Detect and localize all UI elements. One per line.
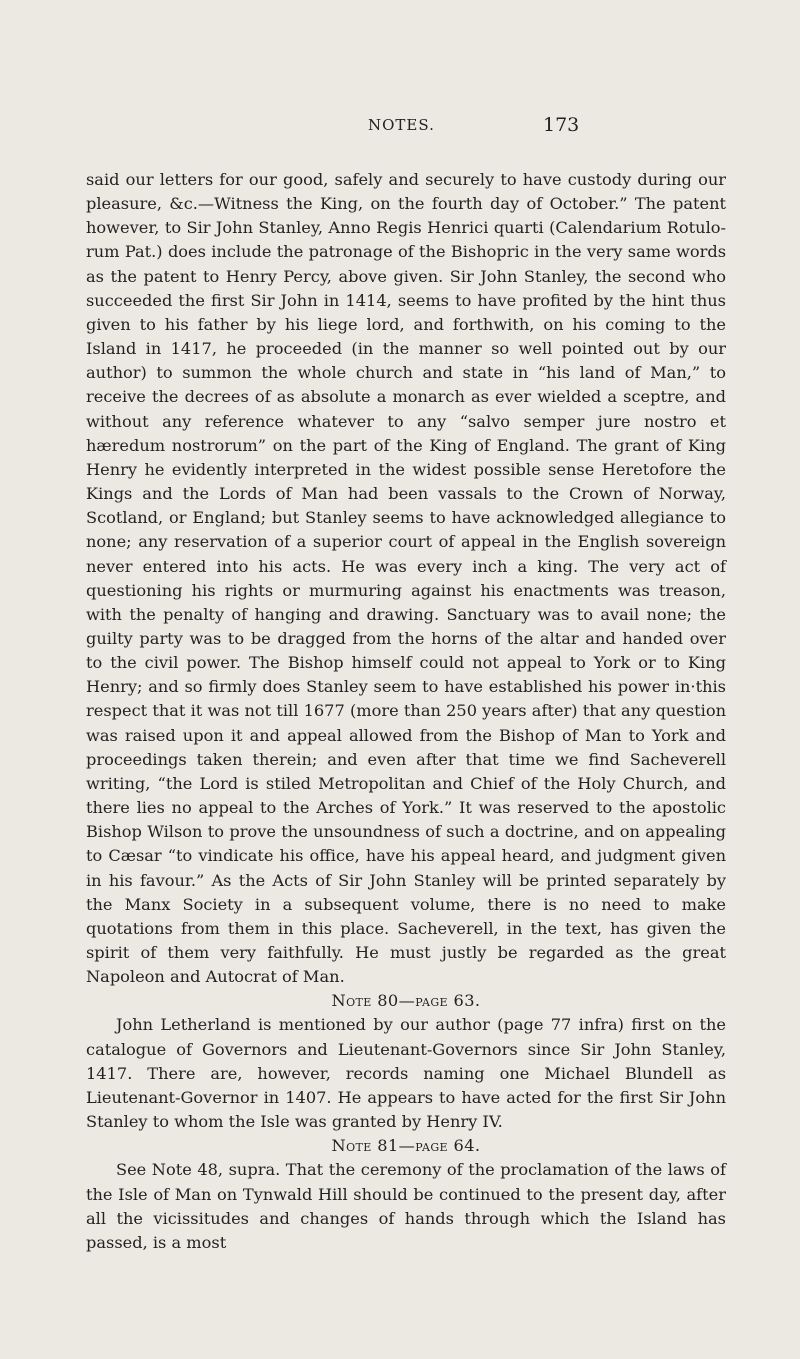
note-81-heading: Note 81—page 64.: [331, 1136, 481, 1156]
continued-paragraph: said our letters for our good, safely and securely to have custody during our pleasure, &c.—Witness the King, on the fourth day of October.” The patent however, to Sir John Stanley, Anno Regis Henrici quarti (Calendarium Rotulo-rum Pat.) does include the patronage of the Bishopric in the very same words as the patent to Henry Percy, above given. Sir John Stanley, the second who succeeded the first Sir John in 1414, seems to have profited by the hint thus given to his father by his liege lord, and forthwith, on his coming to the Island in 1417, he proceeded (in the manner so well pointed out by our author) to summon the whole church and state in “his land of Man,” to receive the decrees of as absolute a monarch as ever wielded a sceptre, and without any reference whatever to any “salvo semper jure nostro et hæredum nostrorum” on the part of the King of England. The grant of King Henry he evidently interpreted in the widest possible sense Heretofore the Kings and the Lords of Man had been vassals to the Crown of Norway, Scotland, or England; but Stanley seems to have acknowledged allegiance to none; any reservation of a superior court of appeal in the English sovereign never entered into his acts. He was every inch a king. The very act of questioning his rights or murmuring against his enactments was treason, with the penalty of hanging and drawing. Sanctuary was to avail none; the guilty party was to be dragged from the horns of the altar and handed over to the civil power. The Bishop himself could not appeal to York or to King Henry; and so firmly does Stanley seem to have established his power in·this respect that it was not till 1677 (more than 250 years after) that any question was raised upon it and appeal allowed from the Bishop of Man to York and proceedings taken therein; and even after that time we find Sacheverell writing, “the Lord is stiled Metropolitan and Chief of the Holy Church, and there lies no appeal to the Arches of York.” It was reserved to the apostolic Bishop Wilson to prove the unsoundness of such a doctrine, and on appealing to Cæsar “to vindicate his office, have his appeal heard, and judgment given in his favour.” As the Acts of Sir John Stanley will be printed separately by the Manx Society in a subsequent volume, there is no need to make quotations from them in this place. Sacheverell, in the text, has given the spirit of them very faithfully. He must justly be regarded as the great Napoleon and Autocrat of Man.: [86, 170, 726, 987]
note-80-heading: Note 80—page 63.: [331, 991, 481, 1011]
page-number: 173: [543, 114, 580, 136]
note-81-text: See Note 48, supra. That the ceremony of the proclamation of the laws of the Isle of Man on Tynwald Hill should be continued to the present day, after all the vicissitudes and changes of hands through which the Island has passed, is a most: [86, 1160, 726, 1252]
note-80-text: John Letherland is mentioned by our author (page 77 infra) first on the catalogue of Governors and Lieutenant-Governors since Sir John Stanley, 1417. There are, however, records naming one Michael Blundell as Lieutenant-Governor in 1407. He appears to have acted for the first Sir John Stanley to whom the Isle was granted by Henry IV.: [86, 1015, 726, 1132]
page-body: [86, 168, 726, 1255]
running-title: NOTES.: [368, 116, 435, 134]
